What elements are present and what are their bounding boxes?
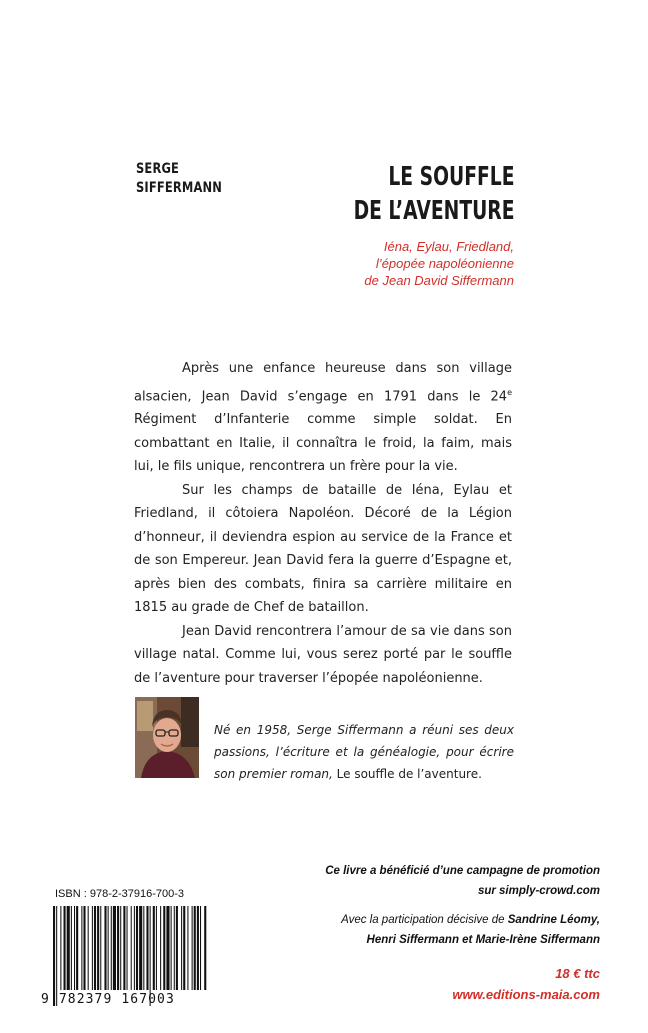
isbn: ISBN : 978-2-37916-700-3	[55, 888, 185, 900]
title-line-2: DE L’AVENTURE	[353, 196, 514, 226]
subtitle-line: de Jean David Siffermann	[364, 273, 514, 288]
author-first-name: SERGE	[136, 161, 180, 177]
blurb-paragraph	[134, 357, 512, 479]
promo-name: Sandrine Léomy,	[507, 914, 600, 926]
bio-end: .	[478, 767, 482, 781]
book-title	[353, 160, 514, 228]
blurb-text: Régiment d’Infanterie comme simple soldat. En combattant en Italie, il connaîtra le froid, la faim, mais lui, le fils unique, rencontrera un frère pour la vie.	[134, 412, 512, 475]
promo-line: Ce livre a bénéficié d’une campagne de promotion	[325, 865, 600, 877]
author-photo	[135, 697, 199, 778]
blurb-paragraph: Jean David rencontrera l’amour de sa vie dans son village natal. Comme lui, vous serez porté par le souffle de l’aventure pour traverser l’épopée napoléonienne.	[134, 623, 512, 686]
author-bio	[214, 719, 514, 785]
barcode-icon	[52, 906, 207, 1006]
promo-line: Henri Siffermann et Marie-Irène Siffermann	[366, 934, 600, 946]
subtitle-line: Iéna, Eylau, Friedland,	[383, 239, 514, 254]
ordinal-superscript: e	[507, 387, 512, 397]
title-line-1: LE SOUFFLE	[387, 162, 514, 192]
blurb-paragraph: Sur les champs de bataille de Iéna, Eylau et Friedland, il côtoiera Napoléon. Décoré de la Légion d’honneur, il deviendra espion au service de la France et de son Empereur. Jean David fera la guerre d’Espagne et, après bien des combats, finira sa carrière militaire en 1815 au grade de Chef de bataillon.	[134, 482, 512, 616]
promo-line: sur simply-crowd.com	[477, 885, 600, 897]
bio-book-title: Le souffle de l’aventure	[336, 767, 479, 781]
bio-text: Né en 1958, Serge Siffermann a réuni ses deux passions, l’écriture et la généalogie, pour écrire son premier roman,	[214, 723, 514, 781]
publisher-website[interactable]: www.editions-maia.com	[452, 987, 600, 1002]
barcode-digits: 9 782379 167003	[41, 992, 175, 1007]
author-name	[136, 160, 234, 198]
promotion-note	[325, 861, 600, 950]
book-subtitle	[364, 238, 514, 289]
back-cover-blurb	[134, 357, 512, 690]
promo-line: Avec la participation décisive de	[341, 914, 508, 926]
blurb-text: Après une enfance heureuse dans son village alsacien, Jean David s’engage en 1791 dans le 24	[134, 361, 512, 404]
subtitle-line: l’épopée napoléonienne	[375, 256, 514, 271]
price: 18 € ttc	[555, 966, 600, 981]
promo-credits	[325, 910, 600, 930]
author-last-name: SIFFERMANN	[136, 180, 223, 196]
